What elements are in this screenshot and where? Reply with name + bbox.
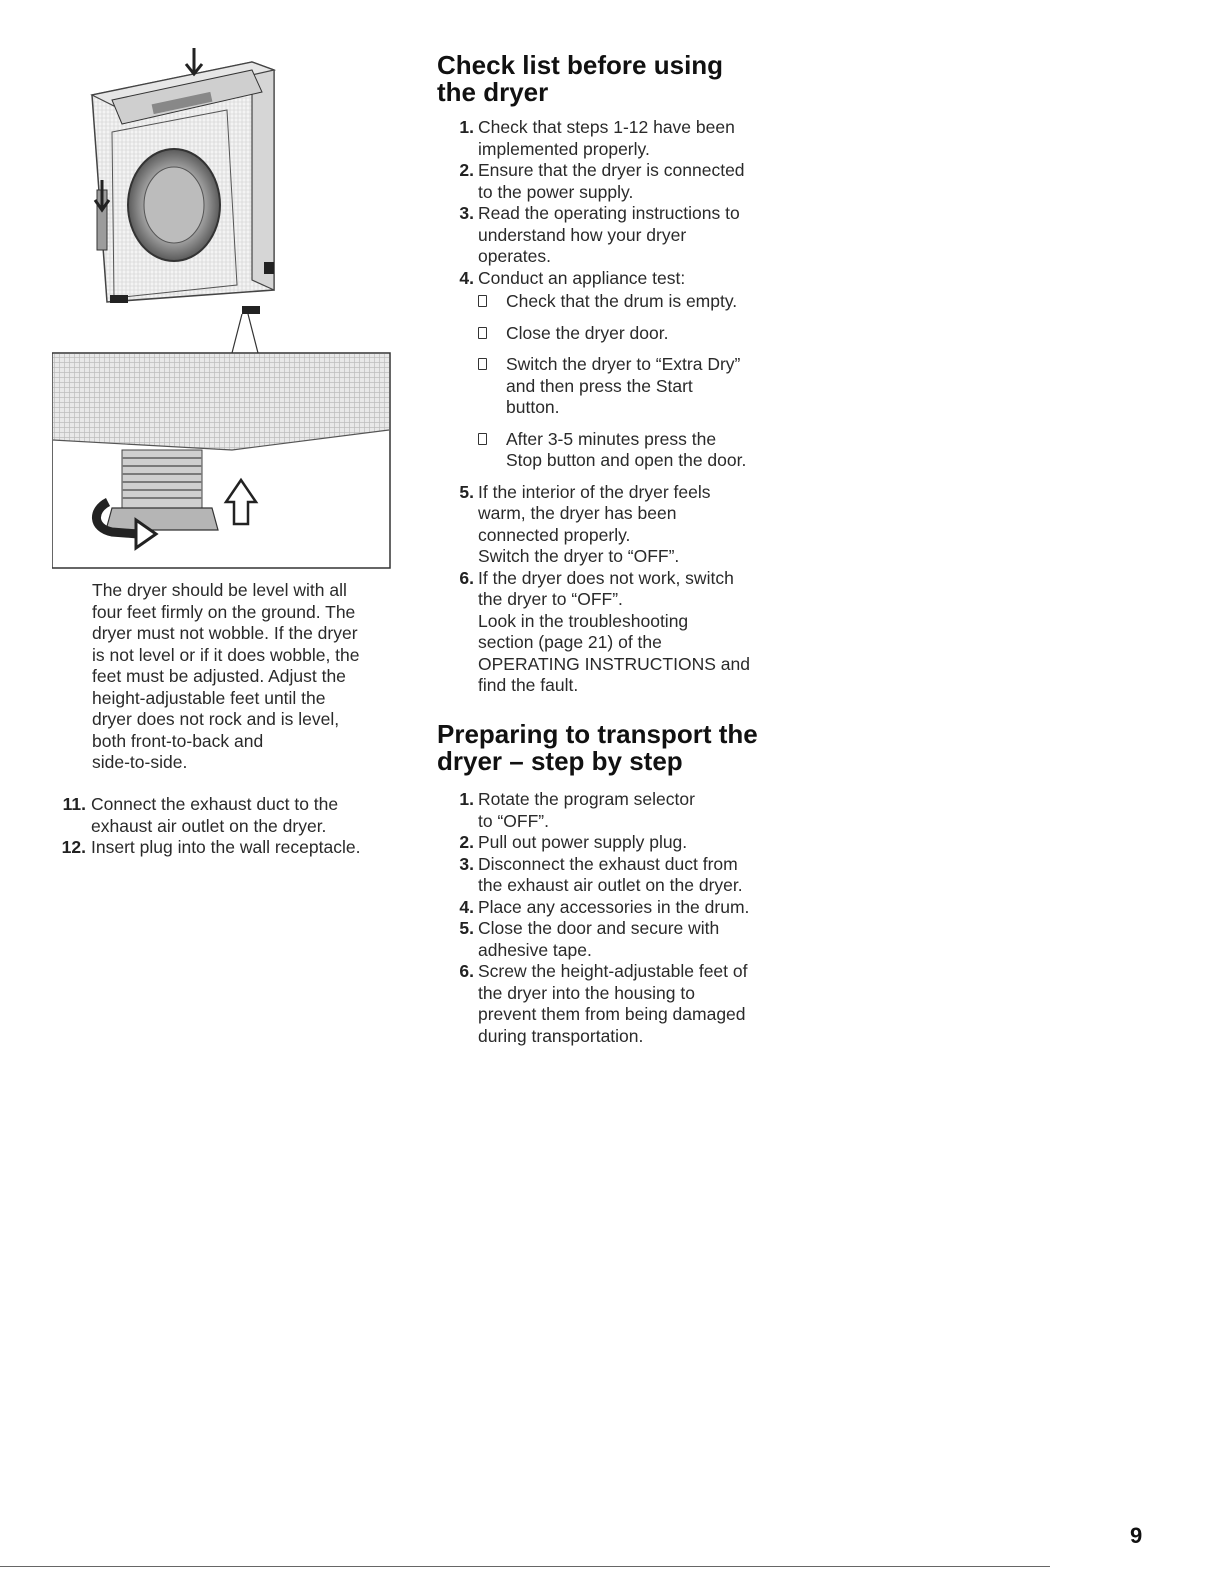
step-number: 2. (459, 160, 474, 180)
page-number: 9 (1130, 1523, 1143, 1548)
list-item (444, 897, 804, 919)
step-number: 2. (459, 832, 474, 852)
list-item (444, 482, 804, 568)
step-line: Look in the troubleshooting (478, 610, 689, 631)
paragraph-line: is not level or if it does wobble, the (92, 644, 360, 665)
checkbox-text: button. (506, 397, 560, 417)
paragraph-line: feet must be adjusted. Adjust the (92, 666, 346, 686)
step-line: the exhaust air outlet on the dryer. (478, 875, 743, 895)
list-item (444, 160, 804, 203)
paragraph-line: both front-to-back and (92, 730, 264, 751)
checklist-list (444, 117, 804, 697)
list-item (444, 832, 804, 854)
step-number: 4. (459, 896, 474, 917)
step-number: 5. (459, 918, 474, 938)
step-line: implemented properly. (478, 138, 650, 159)
list-item (444, 568, 804, 697)
adjustable-foot-closeup (52, 353, 390, 568)
step-number: 3. (459, 853, 474, 874)
step-line: the dryer into the housing to (478, 982, 695, 1003)
step-line: Connect the exhaust duct to the (91, 794, 339, 814)
step-number: 6. (459, 567, 474, 588)
step-line: Place any accessories in the drum. (478, 896, 750, 917)
step-line: understand how your dryer (478, 224, 687, 245)
checkbox-item (478, 323, 804, 345)
checkbox-icon (478, 433, 487, 445)
step-line: Close the door and secure with (478, 918, 720, 938)
heading-line: Preparing to transport the (437, 719, 758, 749)
step-line: If the interior of the dryer feels (478, 481, 711, 502)
step-line: Pull out power supply plug. (478, 832, 688, 852)
step-line: to “OFF”. (478, 810, 549, 831)
dryer-illustration (92, 62, 274, 314)
dryer-leveling-illustration (52, 40, 392, 570)
list-item (44, 794, 394, 837)
checkbox-item (478, 429, 804, 472)
bottom-rule (0, 1566, 1050, 1567)
down-arrow-icon (186, 48, 202, 74)
step-number: 6. (459, 961, 474, 981)
checkbox-text: and then press the Start (506, 375, 693, 396)
checkbox-text: Check that the drum is empty. (506, 291, 738, 311)
step-number: 3. (459, 203, 474, 223)
step-line: adhesive tape. (478, 939, 592, 960)
list-item (444, 203, 804, 268)
step-number: 5. (459, 481, 474, 502)
step-line: Conduct an appliance test: (478, 267, 686, 288)
paragraph-line: dryer must not wobble. If the dryer (92, 623, 358, 643)
paragraph-line: height-adjustable feet until the (92, 687, 326, 708)
paragraph-line: side-to-side. (92, 752, 188, 772)
step-line: to the power supply. (478, 181, 634, 202)
paragraph-line: The dryer should be level with all (92, 580, 347, 600)
leveling-paragraph (92, 580, 392, 774)
step-number: 11. (62, 794, 86, 814)
appliance-test-list (478, 291, 804, 472)
step-line: OPERATING INSTRUCTIONS and (478, 653, 750, 674)
step-line: Switch the dryer to “OFF”. (478, 546, 680, 566)
paragraph-line: dryer does not rock and is level, (92, 709, 340, 729)
step-number: 12. (61, 837, 86, 857)
transport-heading (437, 721, 797, 775)
list-item (44, 837, 394, 859)
step-line: operates. (478, 246, 551, 266)
heading-line: the dryer (437, 77, 549, 107)
list-item (444, 117, 804, 160)
step-number: 1. (459, 789, 474, 809)
paragraph-line: four feet firmly on the ground. The (92, 601, 356, 622)
list-item (444, 268, 804, 472)
checkbox-item (478, 354, 804, 419)
step-line: connected properly. (478, 524, 631, 545)
step-line: the dryer to “OFF”. (478, 589, 623, 609)
step-line: If the dryer does not work, switch (478, 567, 734, 588)
checkbox-text: After 3-5 minutes press the (506, 428, 717, 449)
checkbox-text: Close the dryer door. (506, 322, 669, 343)
list-item (444, 789, 804, 832)
checkbox-icon (478, 295, 487, 307)
step-line: Check that steps 1-12 have been (478, 117, 735, 137)
step-line: Ensure that the dryer is connected (478, 160, 745, 180)
step-line: Read the operating instructions to (478, 203, 740, 223)
checkbox-icon (478, 327, 487, 339)
step-number: 1. (459, 117, 474, 137)
list-item (444, 854, 804, 897)
step-line: exhaust air outlet on the dryer. (91, 815, 327, 836)
list-item (444, 918, 804, 961)
step-line: Disconnect the exhaust duct from (478, 853, 738, 874)
checkbox-text: Switch the dryer to “Extra Dry” (506, 354, 741, 374)
step-line: Screw the height-adjustable feet of (478, 961, 748, 981)
checkbox-item (478, 291, 804, 313)
step-line: warm, the dryer has been (478, 503, 677, 523)
step-line: prevent them from being damaged (478, 1004, 746, 1024)
heading-line: dryer – step by step (437, 746, 683, 776)
heading-line: Check list before using (437, 50, 724, 80)
installation-steps-list (44, 794, 394, 859)
transport-steps-list (444, 789, 804, 1047)
step-number: 4. (459, 267, 474, 288)
step-line: Insert plug into the wall receptacle. (91, 837, 361, 857)
checkbox-icon (478, 358, 487, 370)
checklist-heading (437, 52, 797, 106)
step-line: Rotate the program selector (478, 789, 695, 809)
list-item (444, 961, 804, 1047)
step-line: section (page 21) of the (478, 632, 662, 652)
step-line: during transportation. (478, 1025, 644, 1046)
step-line: find the fault. (478, 675, 579, 695)
checkbox-text: Stop button and open the door. (506, 450, 747, 470)
